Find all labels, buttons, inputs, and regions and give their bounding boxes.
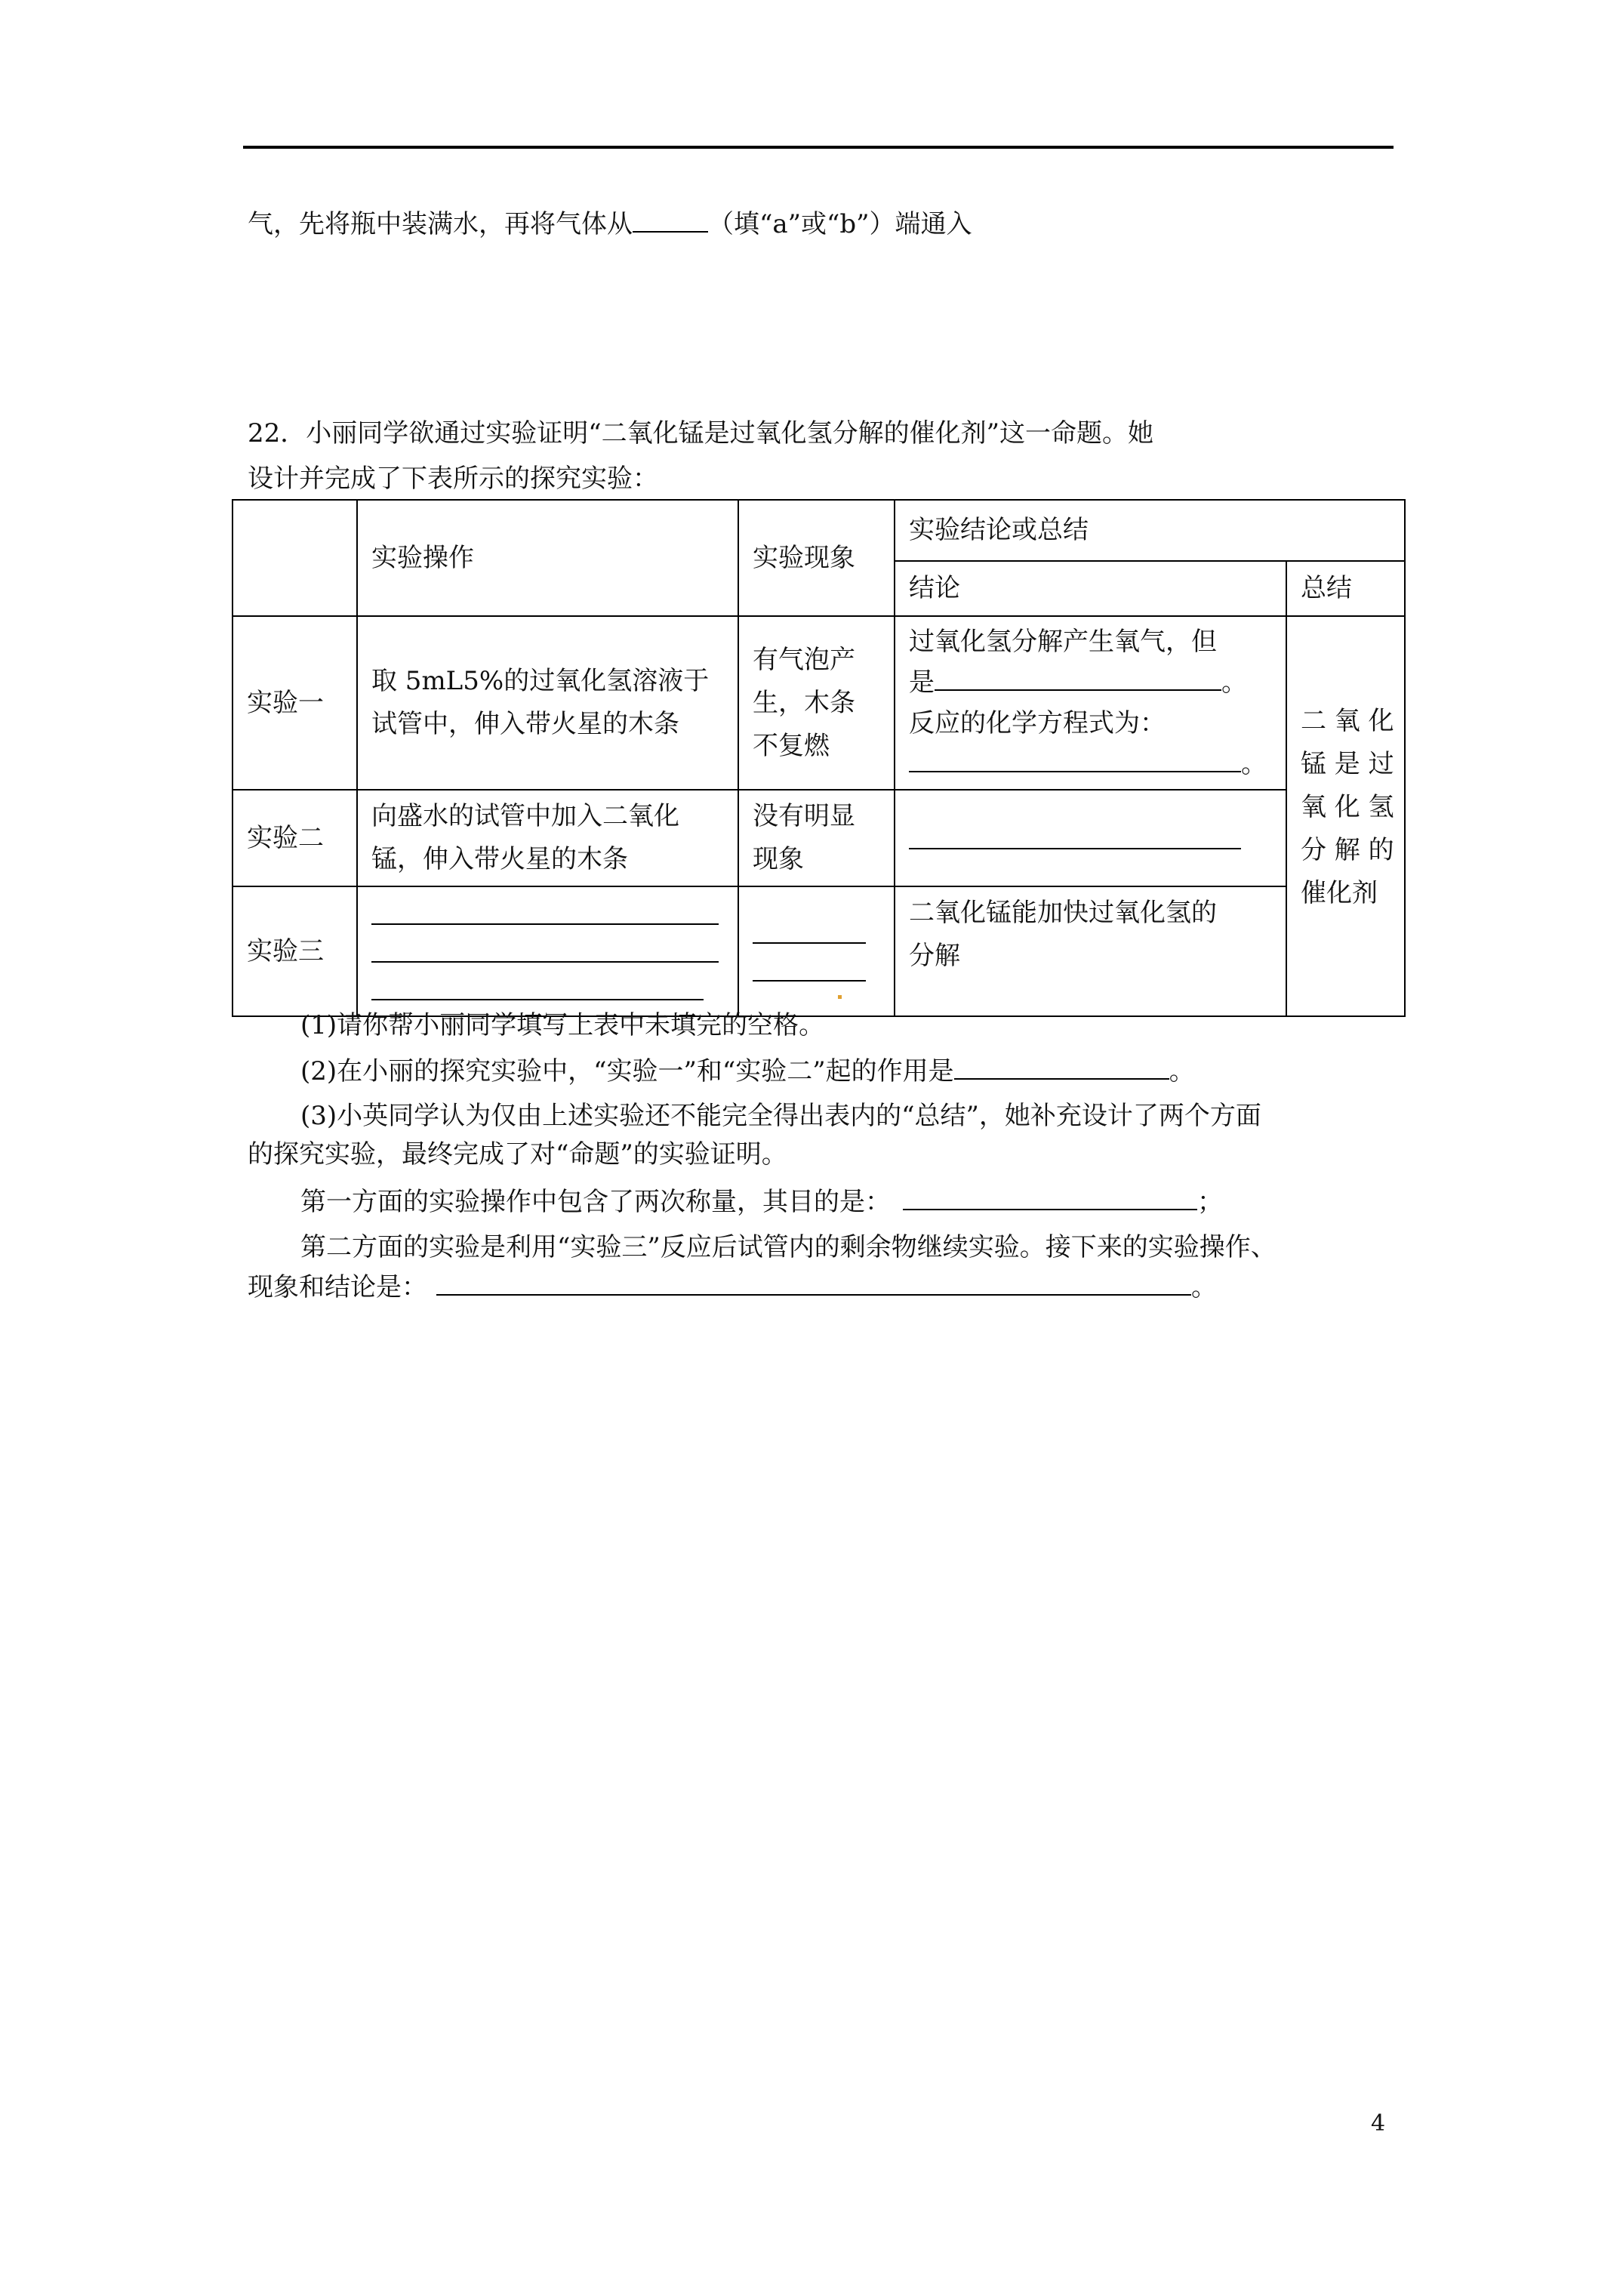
conclusion-line: 二氧化锰能加快过氧化氢的 xyxy=(909,898,1217,928)
summary-line: 二 氧 化 xyxy=(1301,706,1394,736)
sub-question-1: (1)请你帮小丽同学填写上表中未填完的空格。 xyxy=(300,1010,825,1040)
row-name-exp2: 实验二 xyxy=(233,790,357,886)
phenomenon-exp3 xyxy=(738,886,895,1016)
summary-line: 分 解 的 xyxy=(1301,835,1394,865)
conclusion-exp2 xyxy=(895,790,1286,886)
answer-blank[interactable] xyxy=(371,898,719,925)
answer-blank[interactable] xyxy=(436,1271,1191,1296)
aspect-2-prefix: 现象和结论是： xyxy=(248,1272,427,1302)
phenomenon-exp1 xyxy=(738,616,895,790)
operation-line: 试管中，伸入带火星的木条 xyxy=(371,709,679,739)
answer-blank[interactable] xyxy=(954,1056,1169,1080)
aspect-2-line1: 第二方面的实验是利用“实验三”反应后试管内的剩余物继续实验。接下来的实验操作、 xyxy=(300,1232,1277,1262)
operation-exp2 xyxy=(357,790,738,886)
aspect-2-line2 xyxy=(248,1271,1217,1302)
phenomenon-line: 生，木条 xyxy=(753,687,855,718)
phenomenon-line: 有气泡产 xyxy=(753,644,855,675)
row-name-exp3: 实验三 xyxy=(233,886,357,1016)
phenomenon-line: 没有明显 xyxy=(753,801,855,831)
scan-speck xyxy=(838,995,842,999)
conclusion-text: 是 xyxy=(909,667,935,698)
conclusion-period: 。 xyxy=(1221,667,1247,698)
aspect-1-suffix: ； xyxy=(1197,1187,1223,1217)
equation-blank[interactable] xyxy=(909,748,1241,772)
question-intro-line1: 22．小丽同学欲通过实验证明“二氧化锰是过氧化氢分解的催化剂”这一命题。她 xyxy=(248,418,1154,448)
phenomenon-line: 现象 xyxy=(753,844,804,874)
answer-blank[interactable] xyxy=(753,917,866,944)
conclusion-period: 。 xyxy=(1241,749,1267,779)
row-name-exp1: 实验一 xyxy=(233,616,357,790)
page-number: 4 xyxy=(1371,2110,1386,2137)
summary-line: 催化剂 xyxy=(1301,878,1378,908)
answer-blank[interactable] xyxy=(753,954,866,982)
top-line-suffix: （填“a”或“b”）端通入 xyxy=(708,209,972,239)
answer-blank[interactable] xyxy=(935,667,1221,691)
experiment-table xyxy=(232,499,1406,1017)
sub-question-3-line1: (3)小英同学认为仅由上述实验还不能完全得出表内的“总结”，她补充设计了两个方面 xyxy=(300,1101,1261,1131)
summary-line: 锰 是 过 xyxy=(1301,749,1394,779)
operation-exp3 xyxy=(357,886,738,1016)
operation-exp1 xyxy=(357,616,738,790)
header-operation: 实验操作 xyxy=(357,500,738,616)
aspect-1-prefix: 第一方面的实验操作中包含了两次称量，其目的是： xyxy=(300,1187,891,1217)
conclusion-exp1 xyxy=(895,616,1286,790)
aspect-1 xyxy=(300,1186,1223,1217)
conclusion-line xyxy=(909,662,1272,703)
phenomenon-line: 不复燃 xyxy=(753,730,830,761)
sub-question-2-suffix: 。 xyxy=(1169,1056,1195,1086)
question-intro-line2: 设计并完成了下表所示的探究实验： xyxy=(248,464,658,494)
conclusion-exp3 xyxy=(895,886,1286,1016)
top-line xyxy=(248,208,972,239)
answer-blank[interactable] xyxy=(371,973,704,1000)
operation-line: 锰，伸入带火星的木条 xyxy=(371,844,628,874)
sub-question-3-line2: 的探究实验，最终完成了对“命题”的实验证明。 xyxy=(248,1139,787,1170)
answer-blank[interactable] xyxy=(903,1186,1197,1210)
header-conclusion: 结论 xyxy=(895,561,1286,616)
header-phenomenon: 实验现象 xyxy=(738,500,895,616)
sub-question-2 xyxy=(300,1056,1195,1086)
header-conclusion-group: 实验结论或总结 xyxy=(895,500,1405,561)
header-rule xyxy=(243,146,1394,149)
summary-cell xyxy=(1286,616,1405,1016)
sub-question-2-prefix: (2)在小丽的探究实验中，“实验一”和“实验二”起的作用是 xyxy=(300,1056,954,1086)
conclusion-line: 反应的化学方程式为： xyxy=(909,708,1166,738)
answer-blank[interactable] xyxy=(633,208,708,233)
table-corner-cell xyxy=(233,500,357,616)
top-line-prefix: 气，先将瓶中装满水，再将气体从 xyxy=(248,209,633,239)
answer-blank[interactable] xyxy=(909,822,1241,849)
aspect-2-suffix: 。 xyxy=(1191,1272,1217,1302)
conclusion-line: 过氧化氢分解产生氧气，但 xyxy=(909,627,1217,657)
header-summary: 总结 xyxy=(1286,561,1405,616)
conclusion-line xyxy=(909,744,1272,784)
conclusion-line: 分解 xyxy=(909,941,960,971)
operation-line: 取 5mL5%的过氧化氢溶液于 xyxy=(371,666,710,696)
answer-blank[interactable] xyxy=(371,935,719,963)
phenomenon-exp2 xyxy=(738,790,895,886)
operation-line: 向盛水的试管中加入二氧化 xyxy=(371,801,679,831)
summary-line: 氧 化 氢 xyxy=(1301,792,1394,822)
